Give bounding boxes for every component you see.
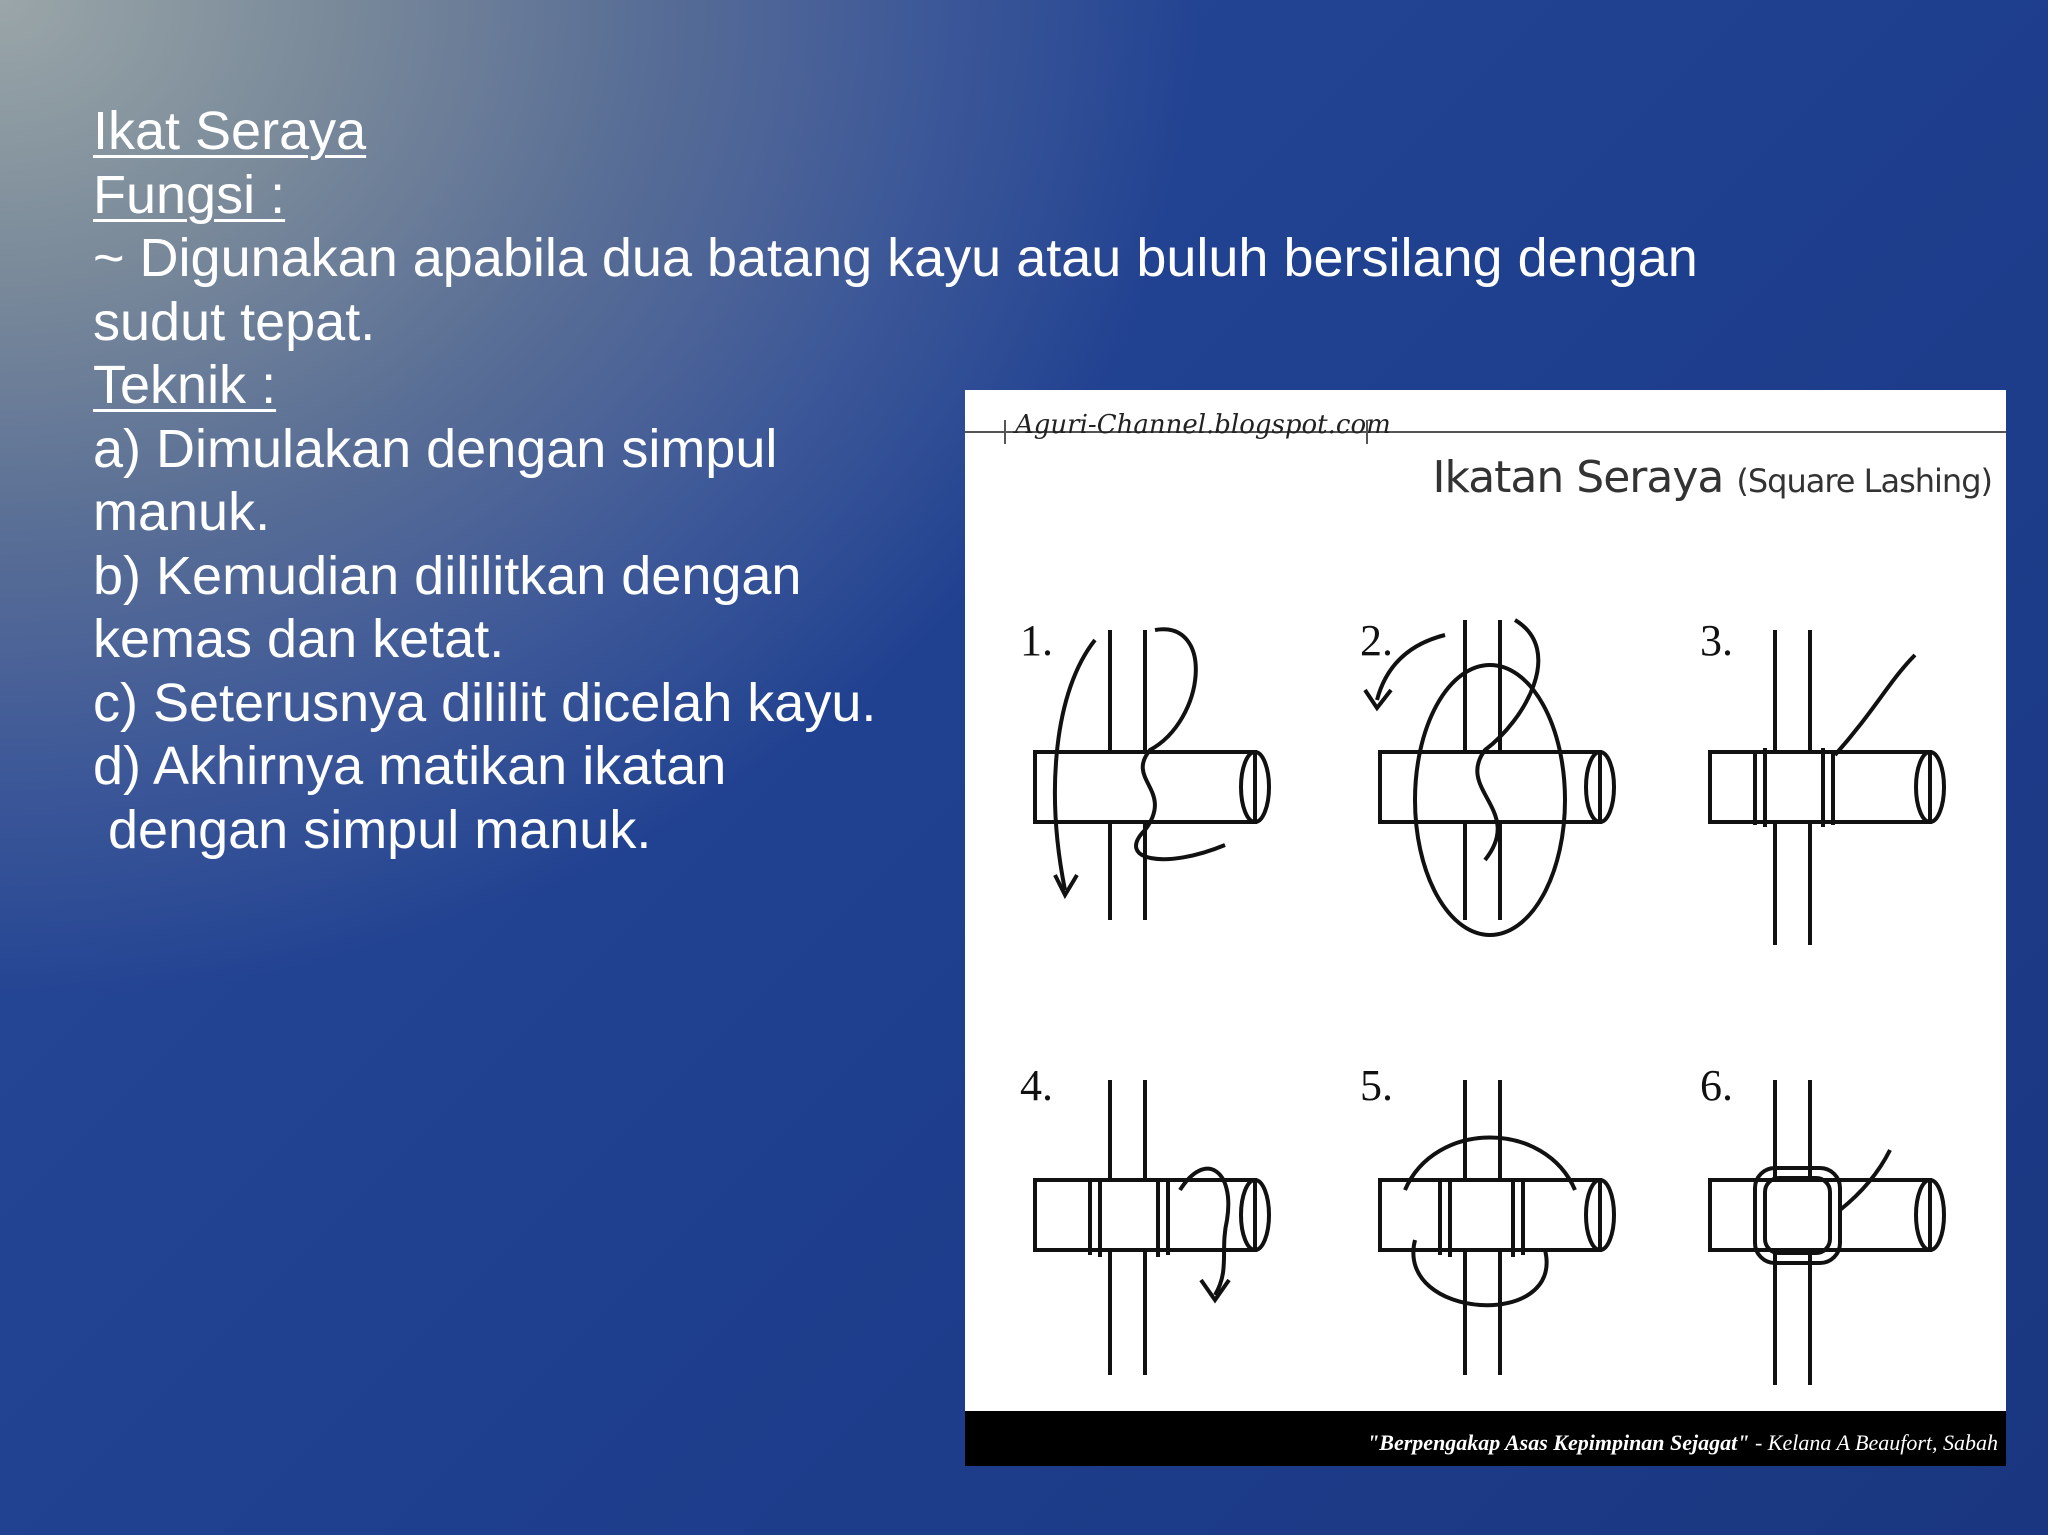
figure-title: [1433, 452, 1992, 503]
square-lashing-illustration: [965, 390, 2006, 1466]
step-6-drawing: [1710, 1080, 1944, 1385]
step-number-4: 4.: [1020, 1061, 1053, 1110]
step-number-2: 2.: [1360, 616, 1393, 665]
technique-step-d-cont: dengan simpul manuk.: [93, 799, 652, 860]
figure-title-main: Ikatan Seraya: [1432, 452, 1724, 503]
footer-quote: "Berpengakap Asas Kepimpinan Sejagat": [1367, 1430, 1750, 1455]
figure-watermark: Aguri-Channel.blogspot.com: [1015, 410, 1391, 440]
technique-label: Teknik :: [93, 355, 277, 415]
step-number-5: 5.: [1360, 1061, 1393, 1110]
step-4-drawing: [1035, 1080, 1269, 1375]
step-1-drawing: [1035, 629, 1269, 920]
function-line-2: sudut tepat.: [93, 291, 376, 352]
step-2-drawing: [1365, 620, 1614, 935]
technique-step-d: d) Akhirnya matikan ikatan: [93, 736, 727, 796]
figure-footer-text: [1367, 1430, 1998, 1456]
slide-heading: Ikat Seraya: [93, 101, 367, 161]
lashing-drawing: [965, 390, 2006, 1466]
technique-step-c: c) Seterusnya dililit dicelah kayu.: [93, 672, 877, 733]
technique-step-b-cont: kemas dan ketat.: [93, 609, 505, 669]
step-3-drawing: [1710, 630, 1944, 945]
technique-step-a-cont: manuk.: [93, 482, 271, 542]
technique-step-a: a) Dimulakan dengan simpul: [93, 418, 778, 479]
technique-step-b: b) Kemudian dililitkan dengan: [93, 545, 802, 606]
function-label: Fungsi :: [93, 164, 286, 225]
footer-credit: - Kelana A Beaufort, Sabah: [1749, 1430, 1998, 1455]
step-number-6: 6.: [1700, 1061, 1733, 1110]
figure-subtitle: (Square Lashing): [1736, 462, 1992, 500]
step-number-1: 1.: [1020, 616, 1053, 665]
step-5-drawing: [1380, 1080, 1614, 1375]
function-line-1: ~ Digunakan apabila dua batang kayu atau buluh bersilang dengan: [93, 228, 1698, 288]
step-number-3: 3.: [1700, 616, 1733, 665]
figure-footer-bar: [965, 1411, 2006, 1466]
